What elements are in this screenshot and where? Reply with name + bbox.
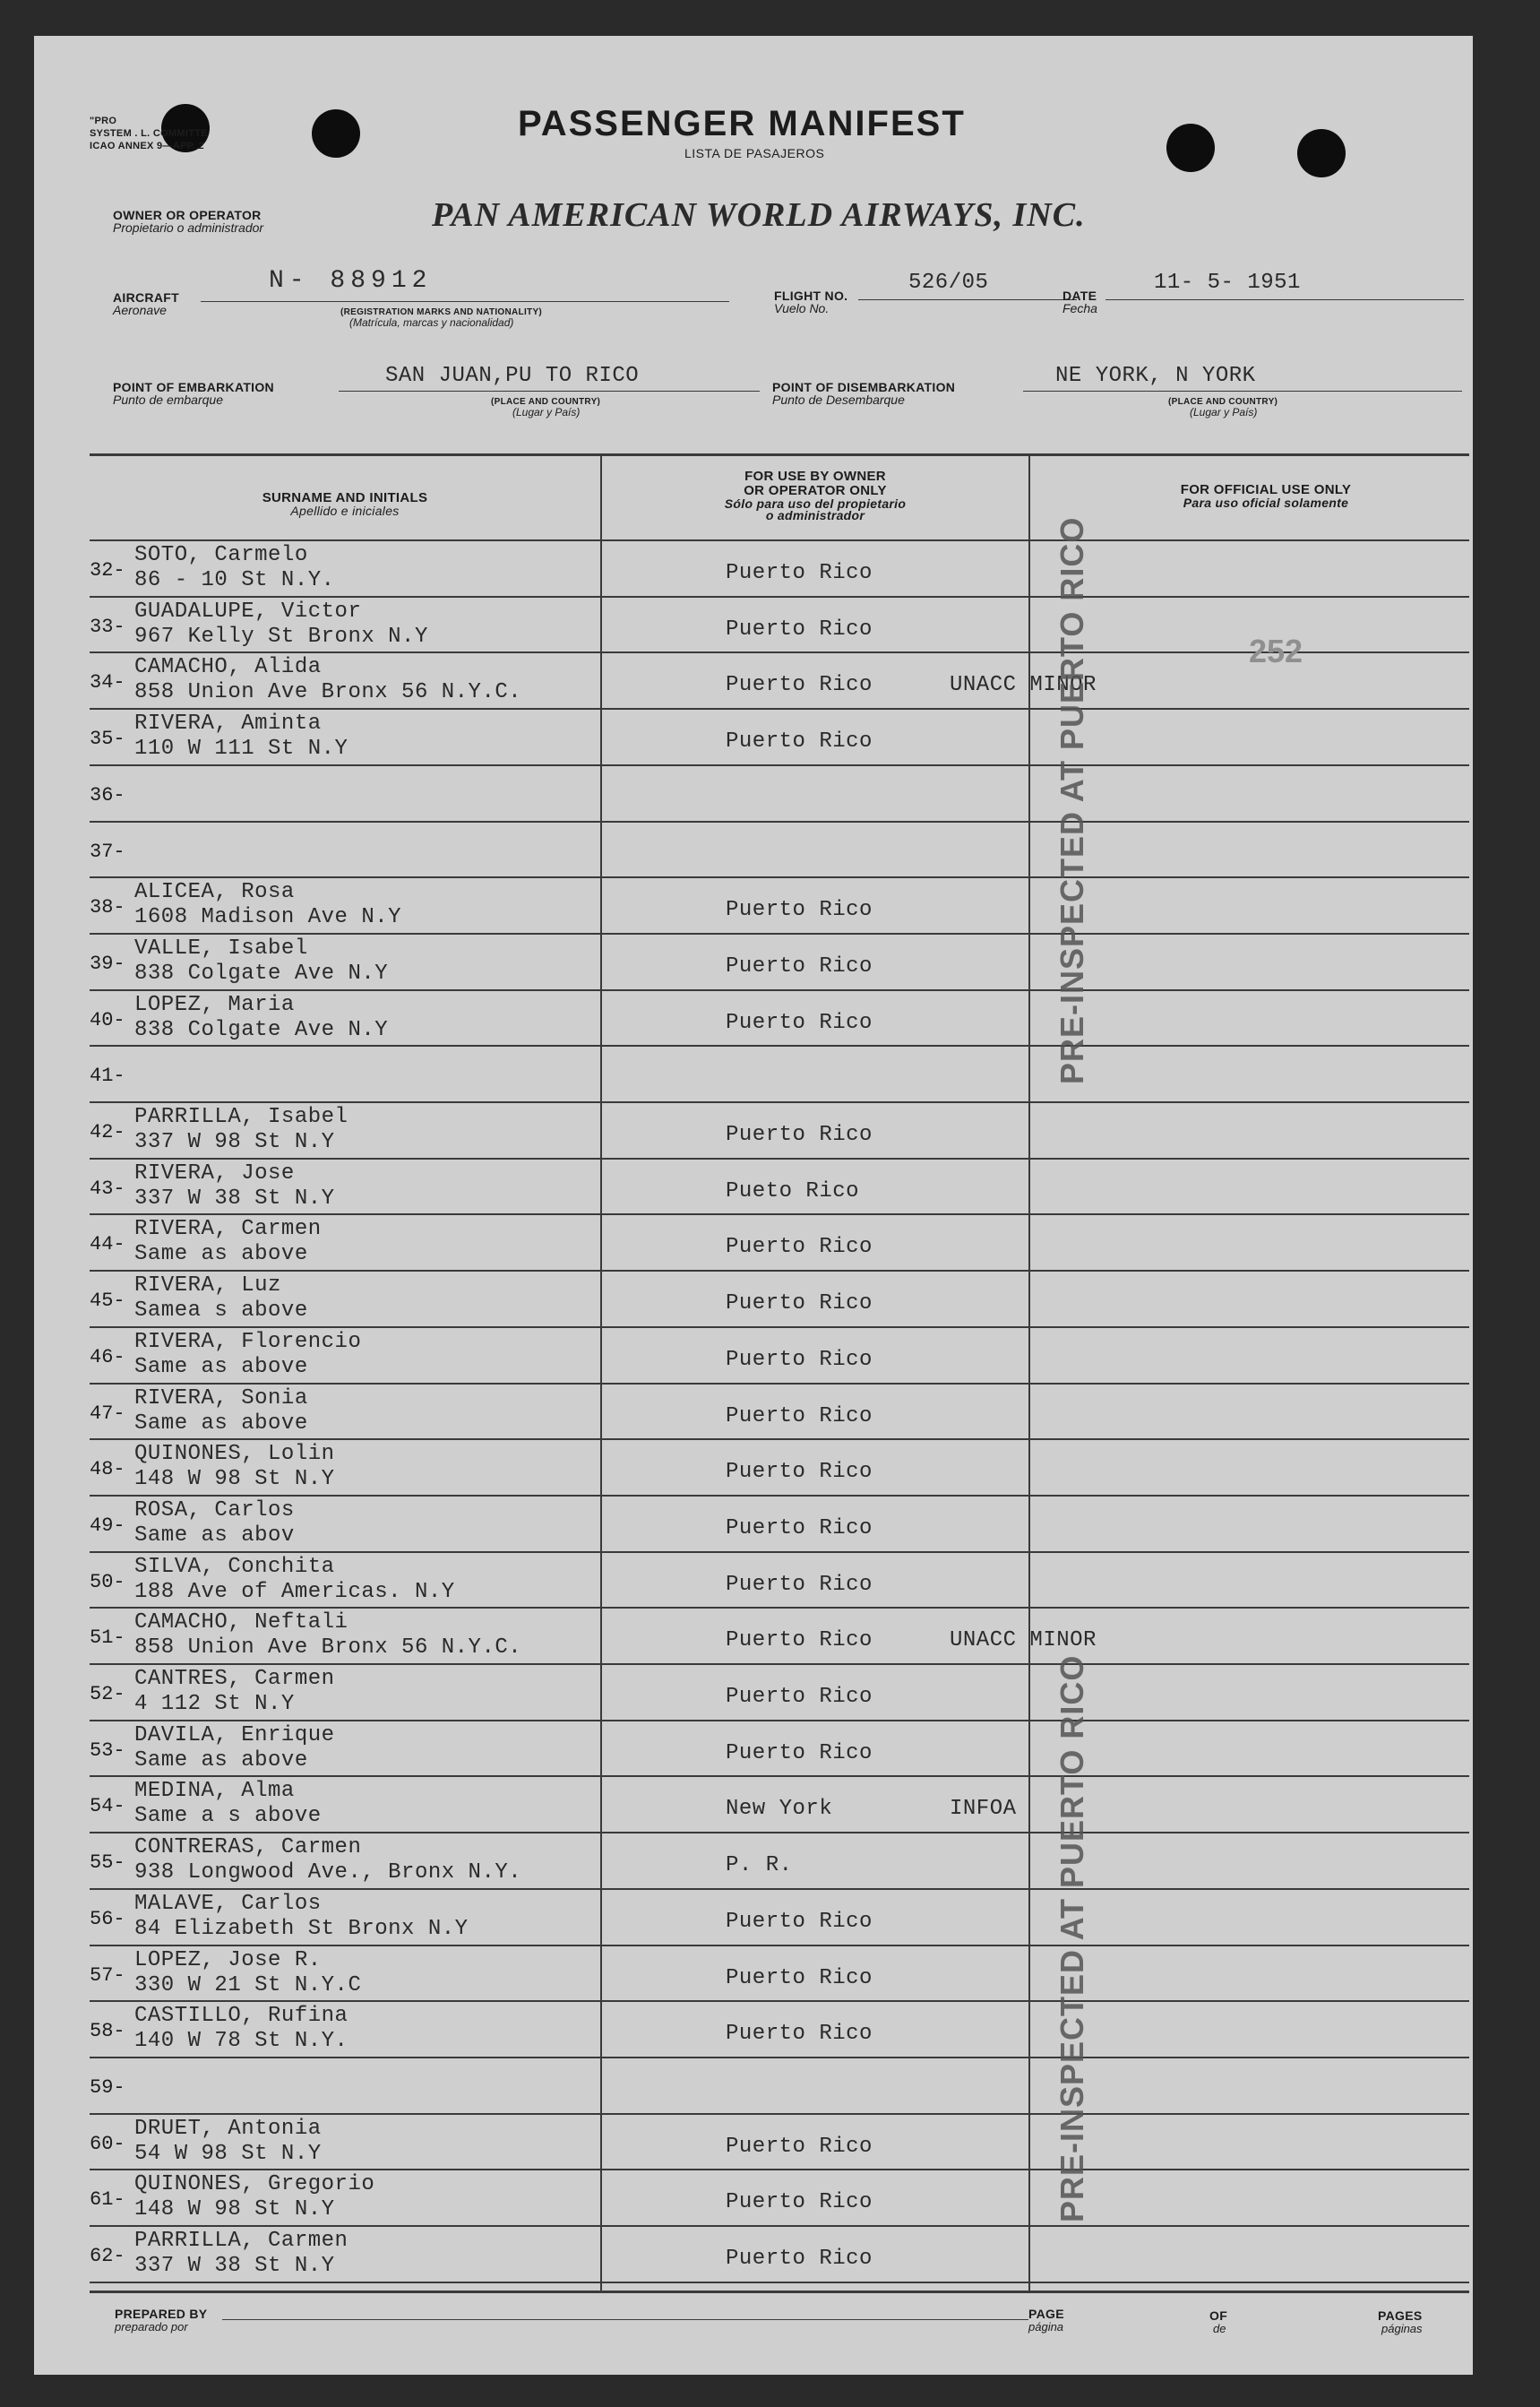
row-rule — [90, 1326, 1469, 1328]
passenger-address: Same a s above — [134, 1804, 322, 1829]
passenger-name: LOPEZ, Maria — [134, 992, 295, 1017]
passenger-address: 148 W 98 St N.Y — [134, 1467, 335, 1492]
date-value: 11- 5- 1951 — [1154, 271, 1301, 295]
page-subtitle: LISTA DE PASAJEROS — [684, 146, 825, 160]
passenger-note: INFOA — [950, 1797, 1017, 1822]
passenger-address: 148 W 98 St N.Y — [134, 2197, 335, 2222]
table-header-rule — [90, 539, 1469, 541]
table-row — [90, 768, 1473, 824]
table-bottom-rule — [90, 2291, 1469, 2293]
date-underline — [1106, 299, 1464, 300]
passenger-country: Puerto Rico — [726, 2134, 873, 2159]
passenger-country: Puerto Rico — [726, 1740, 873, 1765]
passenger-address: 86 - 10 St N.Y. — [134, 568, 335, 592]
passenger-address: 337 W 38 St N.Y — [134, 1186, 335, 1211]
column-header-surname-es: Apellido e iniciales — [290, 504, 400, 518]
aircraft-note-2: (Matrícula, marcas y nacionalidad) — [349, 316, 514, 329]
official-mark: 252 — [1249, 633, 1303, 669]
passenger-note: UNACC MINOR — [950, 673, 1097, 698]
column-header-official — [1064, 482, 1467, 509]
row-number: 62- — [90, 2245, 125, 2267]
row-number: 49- — [90, 1514, 125, 1537]
row-number: 60- — [90, 2132, 125, 2155]
row-number: 56- — [90, 1907, 125, 1930]
table-row — [90, 1948, 1473, 2004]
passenger-address: Same as above — [134, 1747, 308, 1773]
table-row — [90, 1330, 1473, 1385]
passenger-name: PARRILLA, Carmen — [134, 2229, 348, 2253]
row-number: 39- — [90, 952, 125, 975]
row-rule — [90, 2169, 1469, 2170]
flight-label: FLIGHT NO. — [774, 289, 848, 303]
table-row — [90, 1048, 1473, 1104]
table-row — [90, 1105, 1473, 1160]
table-row — [90, 712, 1473, 767]
table-row — [90, 2060, 1473, 2116]
passenger-name: DRUET, Antonia — [134, 2116, 322, 2141]
table-row — [90, 824, 1473, 880]
passenger-address: 938 Longwood Ave., Bronx N.Y. — [134, 1860, 522, 1885]
page-label: PAGE — [1028, 2307, 1064, 2321]
row-rule — [90, 1663, 1469, 1665]
row-number: 38- — [90, 896, 125, 919]
date-label-es: Fecha — [1063, 301, 1097, 315]
passenger-country: Puerto Rico — [726, 1291, 873, 1316]
prepared-underline — [222, 2319, 1028, 2320]
passenger-address: Same as above — [134, 1354, 308, 1379]
passenger-country: Puerto Rico — [726, 1010, 873, 1035]
row-rule — [90, 933, 1469, 935]
row-number: 48- — [90, 1458, 125, 1481]
passenger-name: RIVERA, Sonia — [134, 1385, 308, 1411]
row-rule — [90, 1158, 1469, 1160]
passenger-country: Puerto Rico — [726, 1965, 873, 1990]
corner-line-3: ICAO ANNEX 9—APP. 2 — [90, 141, 204, 151]
column-header-owner-use-1: FOR USE BY OWNER — [744, 469, 886, 484]
passenger-address: 1608 Madison Ave N.Y — [134, 905, 402, 930]
table-row — [90, 993, 1473, 1048]
page-label-es: página — [1028, 2320, 1064, 2334]
owner-value: PAN AMERICAN WORLD AIRWAYS, INC. — [432, 196, 1086, 234]
corner-line-2: SYSTEM . L. COMMITTE — [90, 128, 208, 139]
row-rule — [90, 1101, 1469, 1103]
punch-hole-3 — [1166, 124, 1215, 172]
passenger-address: 337 W 38 St N.Y — [134, 2254, 335, 2278]
passenger-address: 838 Colgate Ave N.Y — [134, 1017, 389, 1042]
of-label: OF — [1209, 2308, 1228, 2323]
table-row — [90, 1723, 1473, 1779]
column-header-surname-en: SURNAME AND INITIALS — [262, 490, 428, 505]
row-number: 46- — [90, 1345, 125, 1368]
passenger-country: Puerto Rico — [726, 1685, 873, 1709]
row-number: 45- — [90, 1290, 125, 1313]
passenger-name: DAVILA, Enrique — [134, 1722, 335, 1747]
passenger-name: RIVERA, Jose — [134, 1160, 295, 1186]
passenger-name: QUINONES, Gregorio — [134, 2172, 375, 2197]
row-number: 34- — [90, 671, 125, 694]
pre-inspected-stamp-upper: PRE-INSPECTED AT PUERTO RICO — [1054, 516, 1090, 1084]
embark-label: POINT OF EMBARKATION — [113, 380, 274, 394]
row-rule — [90, 2113, 1469, 2115]
passenger-country: Puerto Rico — [726, 2190, 873, 2215]
row-number: 32- — [90, 559, 125, 582]
passenger-country: Puerto Rico — [726, 1235, 873, 1260]
table-row — [90, 880, 1473, 936]
passenger-name: RIVERA, Florencio — [134, 1329, 362, 1354]
passenger-name: RIVERA, Luz — [134, 1273, 281, 1298]
row-number: 37- — [90, 840, 125, 863]
row-number: 40- — [90, 1008, 125, 1031]
table-row — [90, 1835, 1473, 1891]
prepared-label-es: preparado por — [115, 2320, 188, 2334]
row-rule — [90, 1213, 1469, 1215]
punch-hole-2 — [312, 109, 360, 158]
passenger-country: Puerto Rico — [726, 1628, 873, 1653]
flight-value: 526/05 — [908, 271, 989, 295]
row-number: 61- — [90, 2188, 125, 2212]
passenger-name: CANTRES, Carmen — [134, 1667, 335, 1691]
pre-inspected-stamp-lower: PRE-INSPECTED AT PUERTO RICO — [1054, 1654, 1090, 2222]
passenger-address: 858 Union Ave Bronx 56 N.Y.C. — [134, 680, 522, 705]
aircraft-value: N- 88912 — [269, 267, 433, 295]
embark-underline — [339, 391, 760, 392]
passenger-name: ALICEA, Rosa — [134, 880, 295, 905]
table-row — [90, 1892, 1473, 1947]
form-corner-text — [90, 115, 208, 152]
passenger-country: Puerto Rico — [726, 2247, 873, 2271]
passenger-country: Puerto Rico — [726, 729, 873, 755]
flight-label-es: Vuelo No. — [774, 301, 830, 315]
table-row — [90, 1667, 1473, 1722]
row-rule — [90, 2000, 1469, 2002]
column-header-official-es: Para uso oficial solamente — [1183, 496, 1349, 510]
aircraft-note-1: (REGISTRATION MARKS AND NATIONALITY) — [340, 307, 543, 317]
embark-place-note-1: (PLACE AND COUNTRY) — [491, 397, 601, 407]
table-row — [90, 2229, 1473, 2284]
pages-label: PAGES — [1378, 2308, 1423, 2323]
passenger-name: MEDINA, Alma — [134, 1779, 295, 1804]
passenger-name: RIVERA, Carmen — [134, 1217, 322, 1242]
row-rule — [90, 989, 1469, 991]
passenger-name: PARRILLA, Isabel — [134, 1105, 348, 1129]
prepared-label: PREPARED BY — [115, 2307, 208, 2321]
passenger-name: RIVERA, Aminta — [134, 712, 322, 737]
row-rule — [90, 1945, 1469, 1946]
table-row — [90, 2172, 1473, 2228]
row-number: 44- — [90, 1233, 125, 1256]
manifest-sheet — [34, 36, 1473, 2375]
passenger-address: 188 Ave of Americas. N.Y — [134, 1579, 455, 1604]
passenger-country: New York — [726, 1797, 833, 1822]
table-row — [90, 936, 1473, 992]
table-row — [90, 2117, 1473, 2172]
passenger-address: 4 112 St N.Y — [134, 1692, 295, 1716]
column-header-owner-use-es-1: Sólo para uso del propietario — [724, 496, 907, 511]
row-rule — [90, 1720, 1469, 1721]
of-label-es: de — [1213, 2322, 1226, 2335]
corner-line-1: "PRO — [90, 116, 117, 126]
row-rule — [90, 1270, 1469, 1272]
row-number: 57- — [90, 1963, 125, 1987]
row-number: 52- — [90, 1683, 125, 1705]
table-row — [90, 1217, 1473, 1273]
row-number: 54- — [90, 1795, 125, 1818]
passenger-address: Same as abov — [134, 1523, 295, 1548]
embark-value: SAN JUAN,PU TO RICO — [385, 364, 640, 388]
row-number: 43- — [90, 1177, 125, 1200]
passenger-country: Puerto Rico — [726, 1460, 873, 1485]
disembark-place-note-2: (Lugar y País) — [1190, 406, 1258, 418]
passenger-address: Same as above — [134, 1242, 308, 1267]
table-row — [90, 1555, 1473, 1610]
row-number: 41- — [90, 1065, 125, 1088]
column-header-owner-use-es-2: o administrador — [765, 508, 865, 522]
passenger-address: 84 Elizabeth St Bronx N.Y — [134, 1916, 469, 1941]
passenger-name: CASTILLO, Rufina — [134, 2004, 348, 2029]
passenger-country: Puerto Rico — [726, 1403, 873, 1428]
owner-label-es: Propietario o administrador — [113, 220, 264, 235]
passenger-country: Puerto Rico — [726, 953, 873, 979]
row-rule — [90, 876, 1469, 878]
passenger-name: SOTO, Carmelo — [134, 543, 308, 567]
table-row — [90, 1610, 1473, 1666]
row-number: 58- — [90, 2020, 125, 2043]
passenger-name: LOPEZ, Jose R. — [134, 1947, 322, 1972]
disembark-place-note-1: (PLACE AND COUNTRY) — [1168, 397, 1278, 407]
passenger-country: Puerto Rico — [726, 1572, 873, 1597]
disembark-value: NE YORK, N YORK — [1055, 364, 1256, 388]
passenger-name: GUADALUPE, Victor — [134, 599, 362, 624]
column-header-surname — [90, 491, 600, 517]
row-rule — [90, 1438, 1469, 1440]
row-rule — [90, 1888, 1469, 1890]
passenger-country: Puerto Rico — [726, 561, 873, 585]
row-number: 35- — [90, 728, 125, 751]
table-row — [90, 1498, 1473, 1554]
column-header-owner-use-2: OR OPERATOR ONLY — [744, 483, 887, 498]
punch-hole-4 — [1297, 129, 1346, 177]
disembark-label: POINT OF DISEMBARKATION — [772, 380, 956, 394]
row-rule — [90, 1832, 1469, 1833]
aircraft-underline — [201, 301, 729, 302]
row-number: 53- — [90, 1738, 125, 1762]
row-rule — [90, 2225, 1469, 2227]
pages-label-es: páginas — [1381, 2322, 1423, 2335]
row-rule — [90, 1045, 1469, 1047]
passenger-country: Puerto Rico — [726, 617, 873, 642]
passenger-address: 337 W 98 St N.Y — [134, 1130, 335, 1154]
row-rule — [90, 1551, 1469, 1553]
row-rule — [90, 2282, 1469, 2283]
owner-label: OWNER OR OPERATOR — [113, 208, 262, 222]
table-row — [90, 1386, 1473, 1442]
passenger-country: Puerto Rico — [726, 898, 873, 923]
row-rule — [90, 821, 1469, 823]
passenger-name: VALLE, Isabel — [134, 936, 308, 961]
row-number: 50- — [90, 1570, 125, 1593]
passenger-country: Puerto Rico — [726, 1347, 873, 1372]
passenger-country: Puerto Rico — [726, 2022, 873, 2047]
passenger-name: QUINONES, Lolin — [134, 1442, 335, 1467]
row-rule — [90, 2057, 1469, 2058]
table-row — [90, 1273, 1473, 1329]
row-number: 33- — [90, 615, 125, 638]
passenger-country: Pueto Rico — [726, 1178, 860, 1204]
page-title: PASSENGER MANIFEST — [518, 104, 966, 143]
column-header-official-en: FOR OFFICIAL USE ONLY — [1180, 482, 1352, 497]
passenger-address: 54 W 98 St N.Y — [134, 2141, 322, 2166]
passenger-name: CAMACHO, Neftali — [134, 1610, 348, 1635]
passenger-country: Puerto Rico — [726, 1123, 873, 1147]
row-rule — [90, 1775, 1469, 1777]
table-row — [90, 543, 1473, 599]
embark-label-es: Punto de embarque — [113, 393, 223, 407]
passenger-address: Same as above — [134, 1411, 308, 1436]
passenger-address: Samea s above — [134, 1298, 308, 1324]
passenger-address: 110 W 111 St N.Y — [134, 737, 348, 762]
row-rule — [90, 1607, 1469, 1609]
row-rule — [90, 1495, 1469, 1497]
passenger-name: MALAVE, Carlos — [134, 1891, 322, 1916]
passenger-name: CONTRERAS, Carmen — [134, 1835, 362, 1860]
passenger-address: 967 Kelly St Bronx N.Y — [134, 624, 428, 649]
row-number: 55- — [90, 1851, 125, 1875]
passenger-name: CAMACHO, Alida — [134, 655, 322, 680]
passenger-name: ROSA, Carlos — [134, 1497, 295, 1523]
table-row — [90, 1161, 1473, 1217]
table-row — [90, 1779, 1473, 1834]
aircraft-label-es: Aeronave — [113, 303, 167, 317]
row-number: 51- — [90, 1626, 125, 1650]
passenger-note: UNACC MINOR — [950, 1628, 1097, 1653]
row-rule — [90, 596, 1469, 598]
passenger-address: 140 W 78 St N.Y. — [134, 2029, 348, 2054]
disembark-underline — [1023, 391, 1462, 392]
date-label: DATE — [1063, 289, 1097, 303]
row-rule — [90, 764, 1469, 766]
passenger-country: Puerto Rico — [726, 1909, 873, 1934]
passenger-country: P. R. — [726, 1853, 793, 1878]
row-number: 47- — [90, 1402, 125, 1425]
passenger-name: SILVA, Conchita — [134, 1554, 335, 1579]
row-number: 36- — [90, 783, 125, 807]
disembark-label-es: Punto de Desembarque — [772, 393, 905, 407]
table-row — [90, 1442, 1473, 1497]
row-number: 42- — [90, 1121, 125, 1143]
passenger-address: 858 Union Ave Bronx 56 N.Y.C. — [134, 1635, 522, 1661]
table-top-rule — [90, 453, 1469, 456]
embark-place-note-2: (Lugar y País) — [512, 406, 581, 418]
passenger-address: 330 W 21 St N.Y.C — [134, 1972, 362, 1997]
column-header-owner-use — [602, 470, 1028, 522]
passenger-country: Puerto Rico — [726, 1515, 873, 1540]
flight-underline — [858, 299, 1077, 300]
row-number: 59- — [90, 2075, 125, 2099]
table-row — [90, 2004, 1473, 2059]
row-rule — [90, 1383, 1469, 1385]
aircraft-label: AIRCRAFT — [113, 290, 179, 305]
passenger-address: 838 Colgate Ave N.Y — [134, 961, 389, 986]
row-rule — [90, 708, 1469, 710]
passenger-country: Puerto Rico — [726, 673, 873, 698]
